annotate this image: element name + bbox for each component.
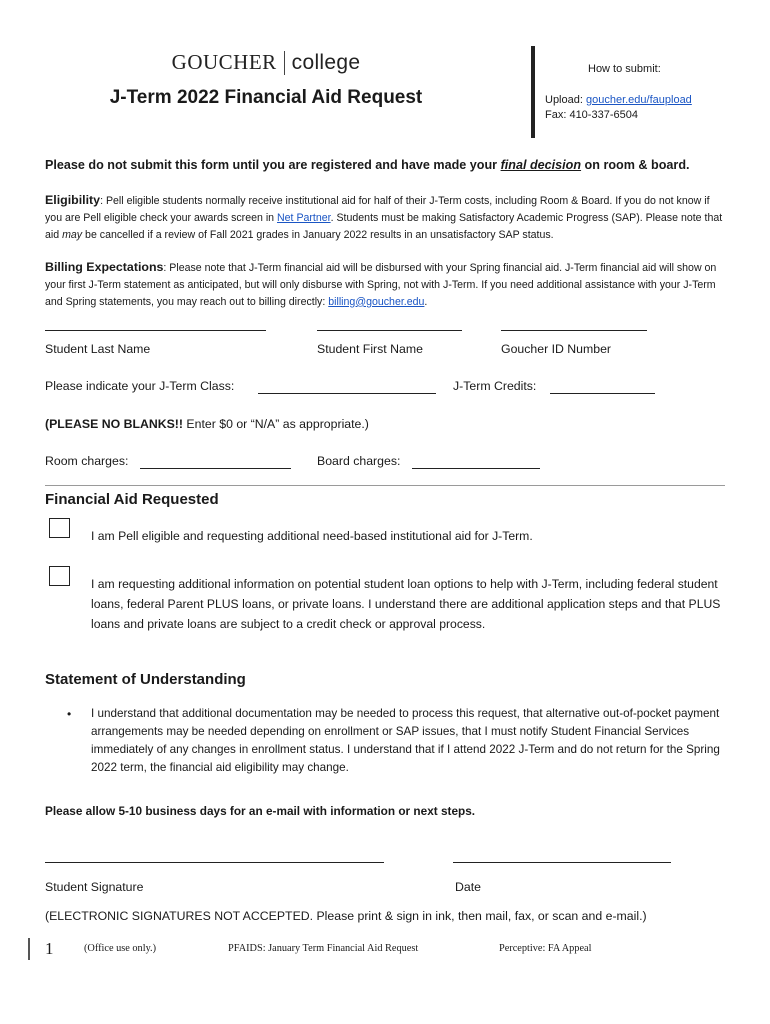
goucher-logo [172,50,361,75]
board-charges-label: Board charges: [317,454,401,468]
board-charges-field[interactable] [412,455,540,469]
warning-text: Please do not submit this form until you are registered and have made your [45,158,501,172]
last-name-label: Student Last Name [45,342,151,356]
no-blanks-bold: (PLEASE NO BLANKS!! [45,417,183,431]
form-title: J-Term 2022 Financial Aid Request [109,87,423,108]
upload-link[interactable]: goucher.edu/faupload [585,94,692,106]
header-divider [531,46,535,138]
office-use-label: (Office use only.) [84,943,157,954]
logo-divider [284,51,285,75]
pell-eligible-checkbox[interactable] [49,518,70,538]
upload-label: Upload: [545,94,586,106]
eligibility-emphasis: may [62,228,83,241]
signature-instructions: (ELECTRONIC SIGNATURES NOT ACCEPTED. Please print & sign in ink, then mail, fax, or scan and e-mail.) [45,909,647,923]
room-charges-field[interactable] [140,455,291,469]
how-to-submit-label: How to submit: [588,63,661,75]
room-charges-label: Room charges: [45,454,129,468]
signature-field[interactable] [45,862,384,863]
jterm-class-label: Please indicate your J-Term Class: [45,379,235,393]
date-label: Date [455,880,481,894]
billing-email-link[interactable]: billing@goucher.edu [328,295,425,308]
upload-line [545,93,692,108]
loan-info-checkbox[interactable] [49,566,70,586]
id-number-label: Goucher ID Number [501,342,612,356]
eligibility-text-3: be cancelled if a review of Fall 2021 grades in January 2022 results in an unsatisfactory SAP status. [82,228,554,241]
perceptive-label: Perceptive: FA Appeal [499,943,592,954]
first-name-label: Student First Name [317,342,423,356]
loan-info-option: I am requesting additional information on potential student loan options to help with J-Term, including federal student loans, federal Parent PLUS loans, or private loans. I understand there are additional application steps and that PLUS loans and private loans are subject to a credit check or approval process. [91,577,721,631]
form-header [0,50,532,109]
billing-text: : Please note that J-Term financial aid will be disbursed with your Spring financial aid. J-Term financial aid will show on your first J-Term statement as anticipated, but will only disburse with Spring, not with J-Term. If you need additional assistance with your J-Term and Spring statements, you may reach out to billing directly: [45,262,717,308]
statement-text: I understand that additional documentation may be needed to process this request, that alternative out-of-pocket payment arrangements may be needed depending on enrollment or SAP issues, that I must notify Student Financial Services immediately of any changes in enrollment status. I understand that if I attend 2022 J-Term and do not return for the Spring 2022 term, the financial aid eligibility may change. [91,707,720,774]
no-blanks-note [45,417,369,431]
date-field[interactable] [453,862,671,863]
billing-text-end: . [424,295,428,308]
last-name-field[interactable] [45,330,266,331]
no-blanks-text: Enter $0 or “N/A” as appropriate.) [183,417,369,431]
jterm-credits-label: J-Term Credits: [453,379,537,393]
jterm-class-field[interactable] [258,380,436,394]
first-name-field[interactable] [317,330,462,331]
id-number-field[interactable] [501,330,647,331]
pell-eligible-option: I am Pell eligible and requesting additional need-based institutional aid for J-Term. [91,529,533,543]
footer-margin-bar [28,938,30,960]
logo-goucher-text: GOUCHER [171,50,277,74]
warning-text-end: on room & board. [581,158,690,172]
eligibility-text-2: . Students must be making Satisfactory Academic Progress (SAP). Please note that aid [45,211,723,241]
financial-aid-heading: Financial Aid Requested [45,491,219,508]
statement-bullet: • [67,707,72,721]
pfaids-label: PFAIDS: January Term Financial Aid Request [228,943,419,954]
warning-emphasis: final decision [500,158,582,172]
jterm-credits-field[interactable] [550,380,655,394]
logo-college-text: college [291,50,361,74]
signature-label: Student Signature [45,880,144,894]
billing-heading: Billing Expectations [45,260,164,274]
eligibility-text: : Pell eligible students normally receive institutional aid for half of their J-Term costs, including Room & Board. If you do not know if you are Pell eligible check your awards screen in [45,195,710,224]
submission-warning [45,158,725,172]
processing-time-note: Please allow 5-10 business days for an e-mail with information or next steps. [45,804,476,818]
section-divider [45,485,725,486]
eligibility-paragraph [45,192,725,243]
eligibility-heading: Eligibility [45,193,101,207]
fax-number: Fax: 410-337-6504 [545,109,638,121]
billing-paragraph [45,259,725,310]
statement-heading: Statement of Understanding [45,671,246,688]
submission-info [545,62,692,123]
page-number: 1 [45,939,54,958]
net-partner-link[interactable]: Net Partner [277,211,331,224]
